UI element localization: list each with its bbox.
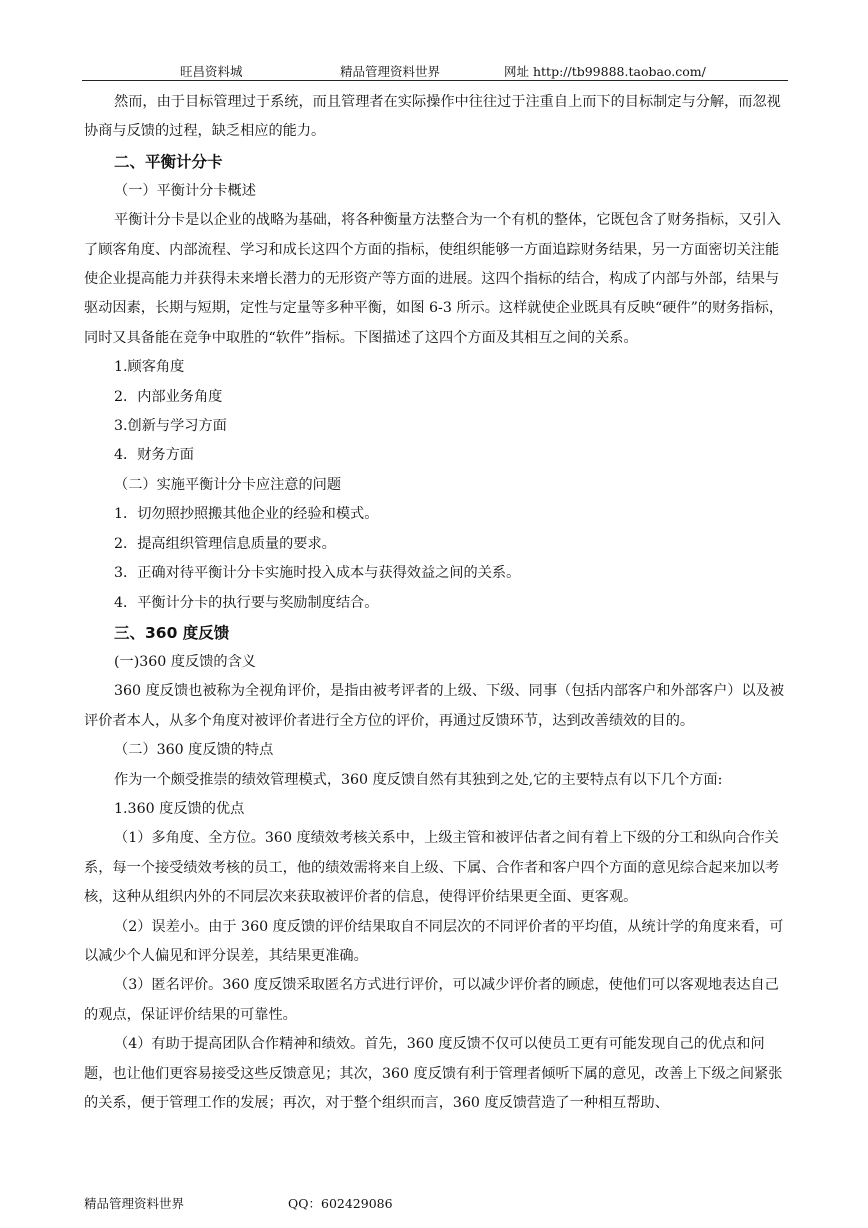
header-right: 网址 http://tb99888.taobao.com/	[504, 64, 706, 79]
list-item: 4．财务方面	[114, 447, 194, 464]
list-item: 3．正确对待平衡计分卡实施时投入成本与获得效益之间的关系。	[114, 565, 521, 582]
list-item: 3.创新与学习方面	[114, 418, 227, 435]
list-item: 2．内部业务角度	[114, 388, 223, 405]
section-heading: 二、平衡计分卡	[114, 152, 223, 171]
list-item: 1．切勿照抄照搬其他企业的经验和模式。	[114, 506, 379, 523]
section-heading: 三、360 度反馈	[114, 623, 230, 642]
list-item: 2．提高组织管理信息质量的要求。	[114, 535, 336, 552]
paragraph: 360 度反馈也被称为全视角评价，是指由被考评者的上级、下级、同事（包括内部客户和外部客户）以及被评价者本人，从多个角度对被评价者进行全方位的评价，再通过反馈环节，达到改善绩效的目的。	[84, 683, 785, 729]
paragraph: 平衡计分卡是以企业的战略为基础，将各种衡量方法整合为一个有机的整体，它既包含了财务指标，又引入了顾客角度、内部流程、学习和成长这四个方面的指标，使组织能够一方面追踪财务结果，另一方面密切关注能使企业提高能力并获得未来增长潜力的无形资产等方面的进展。这四个指标的结合，构成了内部与外部，结果与驱动因素，长期与短期，定性与定量等多种平衡，如图 6-3 所示。这样就使企业既具有反映“硬件”的财务指标，同时又具备能在竞争中取胜的“软件”指标。下图描述了这四个方面及其相互之间的关系。	[84, 212, 784, 346]
subsection-heading: （二）360 度反馈的特点	[114, 742, 274, 759]
paragraph: （2）误差小。由于 360 度反馈的评价结果取自不同层次的不同评价者的平均值，从统计学的角度来看，可以减少个人偏见和评分误差，其结果更准确。	[84, 918, 784, 964]
paragraph: （3）匿名评价。360 度反馈采取匿名方式进行评价，可以减少评价者的顾虑，使他们可以客观地表达自己的观点，保证评价结果的可靠性。	[84, 977, 779, 1023]
list-item: 4．平衡计分卡的执行要与奖励制度结合。	[114, 594, 379, 611]
subsection-heading: （一）平衡计分卡概述	[114, 182, 256, 199]
document-body	[84, 88, 786, 1118]
paragraph: 作为一个颇受推崇的绩效管理模式，360 度反馈自然有其独到之处,它的主要特点有以下几个方面:	[114, 771, 723, 788]
header-middle: 精品管理资料世界	[340, 64, 441, 79]
paragraph: （1）多角度、全方位。360 度绩效考核关系中，上级主管和被评估者之间有着上下级的分工和纵向合作关系，每一个接受绩效考核的员工，他的绩效需将来自上级、下属、合作者和客户四个方面的意见综合起来加以考核，这种从组织内外的不同层次来获取被评价者的信息，使得评价结果更全面、更客观。	[84, 830, 780, 906]
footer-left: 精品管理资料世界	[84, 1196, 185, 1211]
paragraph: 然而，由于目标管理过于系统，而且管理者在实际操作中往往过于注重自上而下的目标制定与分解，而忽视协商与反馈的过程，缺乏相应的能力。	[84, 94, 781, 140]
page-header	[82, 60, 788, 81]
subsection-heading: 1.360 度反馈的优点	[114, 800, 245, 817]
subsection-heading: （二）实施平衡计分卡应注意的问题	[114, 476, 342, 493]
list-item: 1.顾客角度	[114, 359, 185, 376]
header-left: 旺昌资料城	[180, 64, 243, 79]
paragraph: （4）有助于提高团队合作精神和绩效。首先，360 度反馈不仅可以使员工更有可能发现自己的优点和问题，也让他们更容易接受这些反馈意见；其次，360 度反馈有利于管理者倾听下属的意见，改善上下级之间紧张的关系，便于管理工作的发展；再次，对于整个组织而言，360 度反馈营造了一种相互帮助、	[84, 1036, 783, 1111]
footer-right: QQ：602429086	[288, 1196, 393, 1211]
subsection-heading: (一)360 度反馈的含义	[114, 653, 256, 670]
